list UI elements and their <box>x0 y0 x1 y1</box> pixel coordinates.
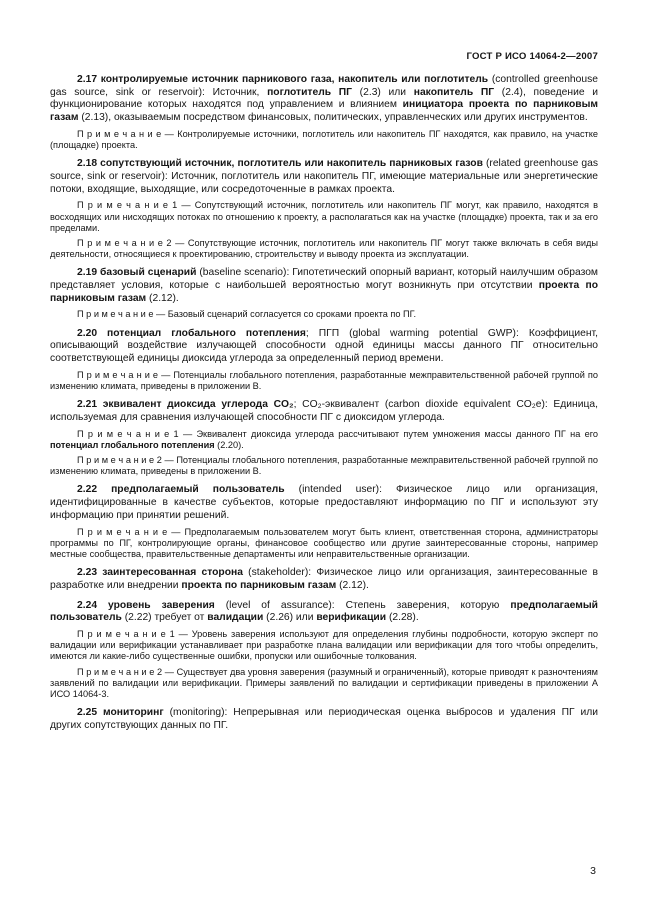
text-run-bold: предполагаемый пользователь <box>50 599 599 624</box>
text-run-bold: верификации <box>316 612 387 624</box>
text-run-bold: 2.20 потенциал глобального потепления <box>77 327 306 339</box>
text-run: П р и м е ч а н и е 2 — Сопутствующие источник, поглотитель или накопитель ПГ могут также включать в себя виды деятельности, относящиеся к проектированию, строительству и выводу проекта из эксплуатации. <box>50 237 598 260</box>
text-run: П р и м е ч а н и е 1 — Сопутствующий источник, поглотитель или накопитель ПГ могут, как правило, находятся в восходящих или нисходящих потоках по отношению к проекту, а располагаться как на участке (площадке) проекта, так и за его пределами. <box>50 200 598 233</box>
paragraph-term <box>50 74 598 125</box>
paragraph-note <box>50 629 598 663</box>
text-run: (2.22) требует от <box>121 612 208 624</box>
text-run-bold: проекта по парниковым газам <box>50 280 598 304</box>
text-run: (level of assurance): Степень заверения, которую <box>214 599 511 611</box>
text-run: ; ПГП (global warming potential GWP): Коэффициент, описывающий воздействие излучающей способности одной единицы массы данного ПГ относительно соответствующей единицы диоксида углерода за определенный период времени. <box>50 327 598 365</box>
text-run: (intended user): Физическое лицо или организация, идентифицированные в качестве субъектов, которые предоставляют информацию по ПГ и используют эту информацию при принятии решений. <box>50 484 598 521</box>
text-run-bold: валидации <box>207 612 264 624</box>
text-run-bold: потенциал глобального потепления <box>50 439 215 450</box>
text-run: (2.28). <box>386 612 419 624</box>
text-run: П р и м е ч а н и е — Потенциалы глобального потепления, разработанные межправительственной рабочей группой по изменению климата, приведены в приложении В. <box>50 369 598 391</box>
text-run: (controlled greenhouse gas source, sink or reservoir): Источник, <box>50 74 598 98</box>
text-run: П р и м е ч а н и е 1 — Эквивалент диоксида углерода рассчитывают путем умножения массы данного ПГ на его <box>77 428 598 439</box>
paragraph-term <box>50 328 598 366</box>
paragraph-term <box>50 707 598 732</box>
text-run-bold: 2.19 базовый сценарий <box>77 267 197 279</box>
text-run: П р и м е ч а н и е 2 — Потенциалы глобального потепления, разработанные межправительственной рабочей группой по изменению климата, приведены в приложении В. <box>50 454 598 477</box>
text-run: (2.20). <box>214 439 244 450</box>
page-number: 3 <box>590 865 596 877</box>
paragraph-term <box>50 158 598 196</box>
paragraph-note <box>50 309 598 320</box>
paragraph-term <box>50 484 598 522</box>
paragraph-note <box>50 455 598 477</box>
text-run: П р и м е ч а н и е 2 — Существует два уровня заверения (разумный и ограниченный), которые приводят к разночтениям заявлений по валидации или верификации. Примеры заявлений по валидации и сертификации приведены в приложении А ИСО 14064-3. <box>50 666 598 699</box>
paragraph-term <box>50 600 598 625</box>
paragraph-note <box>50 527 598 561</box>
text-run: (2.12). <box>336 579 369 591</box>
paragraph-note <box>50 238 598 260</box>
text-run-bold: 2.17 контролируемые источник парникового газа, накопитель или поглотитель <box>77 74 489 85</box>
text-run: П р и м е ч а н и е — Предполагаемым пользователем могут быть клиент, ответственная сторона, администраторы программы по ПГ, контролирующие органы, финансовое сообщество или другие заинтересованные стороны, например местные сообщества, правительственные департаменты или неправительственные организации. <box>50 526 598 559</box>
paragraph-note <box>50 370 598 392</box>
text-run-bold: 2.21 эквивалент диоксида углерода CO₂ <box>77 399 294 411</box>
text-run: П р и м е ч а н и е — Контролируемые источники, поглотитель или накопитель ПГ находятся, как правило, на участке (площадке) проекта. <box>50 128 598 151</box>
text-run-bold: 2.23 заинтересованная сторона <box>77 567 243 579</box>
paragraph-note <box>50 667 598 701</box>
text-run-bold: 2.22 предполагаемый пользователь <box>77 484 285 496</box>
paragraph-note <box>50 129 598 151</box>
paragraph-term <box>50 267 598 305</box>
text-run: П р и м е ч а н и е — Базовый сценарий согласуется со сроками проекта по ПГ. <box>77 309 417 320</box>
document-body <box>50 74 598 733</box>
text-run: (2.4), поведение и функционирование которых находятся под управлением и влиянием <box>50 86 598 111</box>
paragraph-note <box>50 200 598 234</box>
text-run-bold: поглотитель ПГ <box>267 86 352 98</box>
text-run: (related greenhouse gas source, sink or reservoir): Источник, поглотитель или накопитель ПГ, имеющие материальные или энергетические потоки, входящие, выходящие, или сосредоточенные в рамках проекта. <box>50 158 598 195</box>
text-run-bold: 2.24 уровень заверения <box>77 599 215 611</box>
text-run: (baseline scenario): Гипотетический опорный вариант, который наилучшим образом представляет условия, которые с наибольшей вероятностью могут возникнуть при отсутствии <box>50 267 599 292</box>
text-run-bold: 2.18 сопутствующий источник, поглотитель или накопитель парниковых газов <box>77 158 483 170</box>
text-run: П р и м е ч а н и е 1 — Уровень заверения используют для определения глубины подробности, которую эксперт по валидации или верификации устанавливает при разработке плана валидации или верификации для того чтобы определить, имеются ли какие-либо существенные ошибки, пропуски или ошибочные толкования. <box>50 628 598 662</box>
text-run: (2.3) или <box>352 86 414 98</box>
document-header: ГОСТ Р ИСО 14064-2—2007 <box>466 51 598 62</box>
paragraph-term <box>50 399 598 424</box>
paragraph-note <box>50 429 598 451</box>
text-run: (2.12). <box>146 292 179 304</box>
text-run: (stakeholder): Физическое лицо или организация, заинтересованные в разработке или внедрении <box>50 567 598 591</box>
text-run: ; CO₂-эквивалент (carbon dioxide equivalent CO₂e): Единица, используемая для сравнения излучающей способности ПГ с диоксидом углерода. <box>50 399 598 423</box>
text-run-bold: накопитель ПГ <box>413 86 495 98</box>
text-run-bold: проекта по парниковым газам <box>181 579 337 591</box>
text-run: (2.13), оказываемым посредством финансовых, политических, управленческих или других инструментов. <box>78 112 588 124</box>
text-run-bold: инициатора проекта по парниковым газам <box>50 99 598 124</box>
text-run: (monitoring): Непрерывная или периодическая оценка выбросов и удаления ПГ или других сопутствующих данных по ПГ. <box>50 707 598 731</box>
paragraph-term <box>50 567 598 592</box>
text-run-bold: 2.25 мониторинг <box>77 707 164 719</box>
text-run: (2.26) или <box>263 612 317 624</box>
